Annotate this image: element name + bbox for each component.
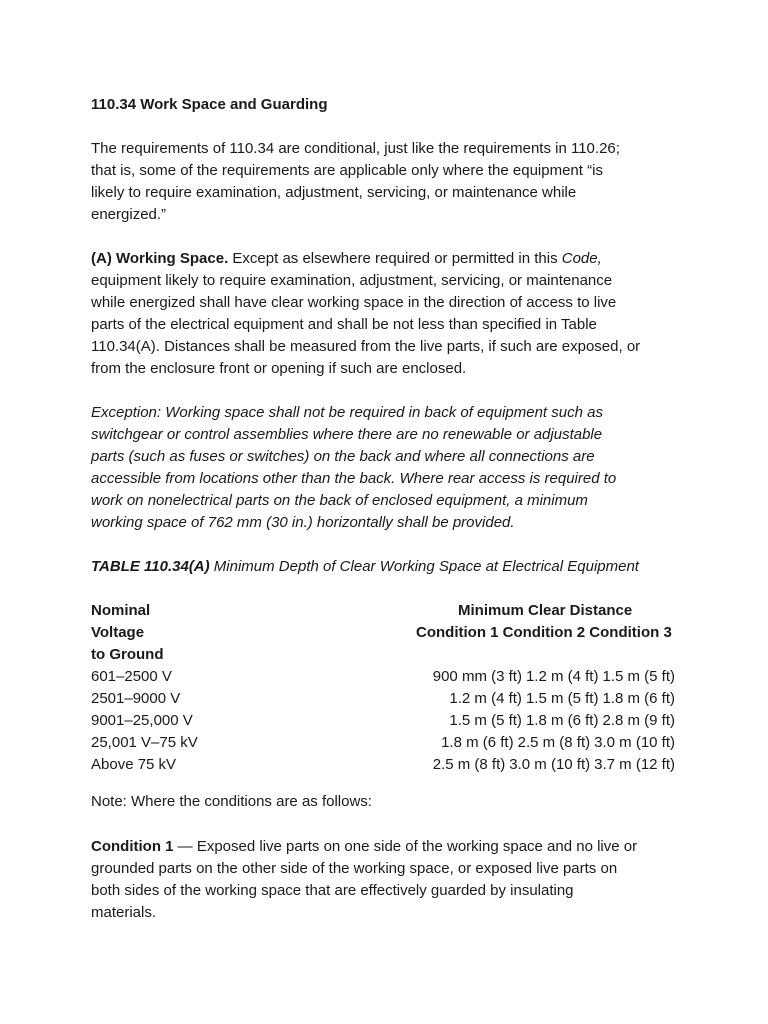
text-line: likely to require examination, adjustment, servicing, or maintenance while <box>91 184 577 201</box>
distance-cells <box>449 710 675 732</box>
condition-1-text: — Exposed live parts on one side of the working space and no live or <box>173 838 638 855</box>
text-line: materials. <box>91 904 157 921</box>
text-line: The requirements of 110.34 are conditional, just like the requirements in 110.26; <box>91 140 620 157</box>
table-row <box>91 688 675 710</box>
condition-1-cell: 1.8 m (6 ft) <box>441 734 514 751</box>
table-number: TABLE 110.34(A) <box>91 558 210 575</box>
condition-1-cell: 900 mm (3 ft) <box>432 668 522 685</box>
table-caption <box>91 556 639 578</box>
distance-cells <box>433 666 675 688</box>
table-row <box>91 666 675 688</box>
condition-2-cell: 2.5 m (8 ft) <box>517 734 591 751</box>
condition-1-cell: 1.5 m (5 ft) <box>449 712 522 729</box>
table-header-distance: Minimum Clear Distance <box>458 602 633 619</box>
intro-paragraph <box>91 138 691 226</box>
header-line: to Ground <box>91 646 164 663</box>
condition-2-cell: 1.5 m (5 ft) <box>525 690 599 707</box>
code-reference: Code, <box>561 250 602 267</box>
text-line: working space of 762 mm (30 in.) horizontally shall be provided. <box>91 514 515 531</box>
voltage-cell: Above 75 kV <box>91 756 177 773</box>
note-text: Note: Where the conditions are as follows: <box>91 793 372 810</box>
distance-cells <box>441 732 675 754</box>
text-line <box>91 836 691 858</box>
text-line: that is, some of the requirements are applicable only where the equipment “is <box>91 162 603 179</box>
distance-cells <box>449 688 675 710</box>
text-line: accessible from locations other than the back. Where rear access is required to <box>91 470 617 487</box>
working-space-text: Except as elsewhere required or permitted in this <box>228 250 562 267</box>
text-line <box>91 248 691 270</box>
text-line: both sides of the working space that are effectively guarded by insulating <box>91 882 574 899</box>
table-row <box>91 732 675 754</box>
text-line: grounded parts on the other side of the working space, or exposed live parts on <box>91 860 618 877</box>
condition-3-cell: 3.7 m (12 ft) <box>594 756 675 773</box>
voltage-cell: 9001–25,000 V <box>91 712 193 729</box>
text-line: while energized shall have clear working space in the direction of access to live <box>91 294 617 311</box>
text-line: equipment likely to require examination, adjustment, servicing, or maintenance <box>91 272 613 289</box>
text-line: Exception: Working space shall not be required in back of equipment such as <box>91 404 603 421</box>
voltage-cell: 2501–9000 V <box>91 690 181 707</box>
header-line: Voltage <box>91 624 145 641</box>
condition-1-cell: 2.5 m (8 ft) <box>432 756 506 773</box>
exception-paragraph <box>91 402 691 534</box>
condition-1-paragraph <box>91 836 691 924</box>
condition-3-cell: 1.8 m (6 ft) <box>602 690 675 707</box>
table-row <box>91 754 675 776</box>
condition-2-cell: 1.8 m (6 ft) <box>525 712 599 729</box>
condition-3-cell: 3.0 m (10 ft) <box>594 734 675 751</box>
text-line: parts (such as fuses or switches) on the back and where all connections are <box>91 448 595 465</box>
text-line: parts of the electrical equipment and shall be not less than specified in Table <box>91 316 597 333</box>
condition-1-cell: 1.2 m (4 ft) <box>449 690 522 707</box>
condition-3-cell: 1.5 m (5 ft) <box>602 668 675 685</box>
text-line: from the enclosure front or opening if such are enclosed. <box>91 360 467 377</box>
table-row <box>91 710 675 732</box>
condition-3-cell: 2.8 m (9 ft) <box>602 712 675 729</box>
text-line: work on nonelectrical parts on the back of enclosed equipment, a minimum <box>91 492 588 509</box>
table-header-voltage <box>91 600 163 666</box>
section-heading: 110.34 Work Space and Guarding <box>91 96 328 113</box>
table-header-conditions: Condition 1 Condition 2 Condition 3 <box>416 624 672 641</box>
voltage-cell: 601–2500 V <box>91 668 172 685</box>
table-title: Minimum Depth of Clear Working Space at Electrical Equipment <box>209 558 639 575</box>
text-line: 110.34(A). Distances shall be measured from the live parts, if such are exposed, or <box>91 338 641 355</box>
working-space-label: (A) Working Space. <box>91 250 229 267</box>
distance-cells <box>433 754 675 776</box>
condition-2-cell: 1.2 m (4 ft) <box>525 668 599 685</box>
voltage-cell: 25,001 V–75 kV <box>91 734 198 751</box>
condition-1-label: Condition 1 <box>91 838 174 855</box>
text-line: switchgear or control assemblies where there are no renewable or adjustable <box>91 426 603 443</box>
condition-2-cell: 3.0 m (10 ft) <box>509 756 591 773</box>
header-line: Nominal <box>91 602 151 619</box>
working-space-paragraph <box>91 248 691 380</box>
text-line: energized.” <box>91 206 167 223</box>
